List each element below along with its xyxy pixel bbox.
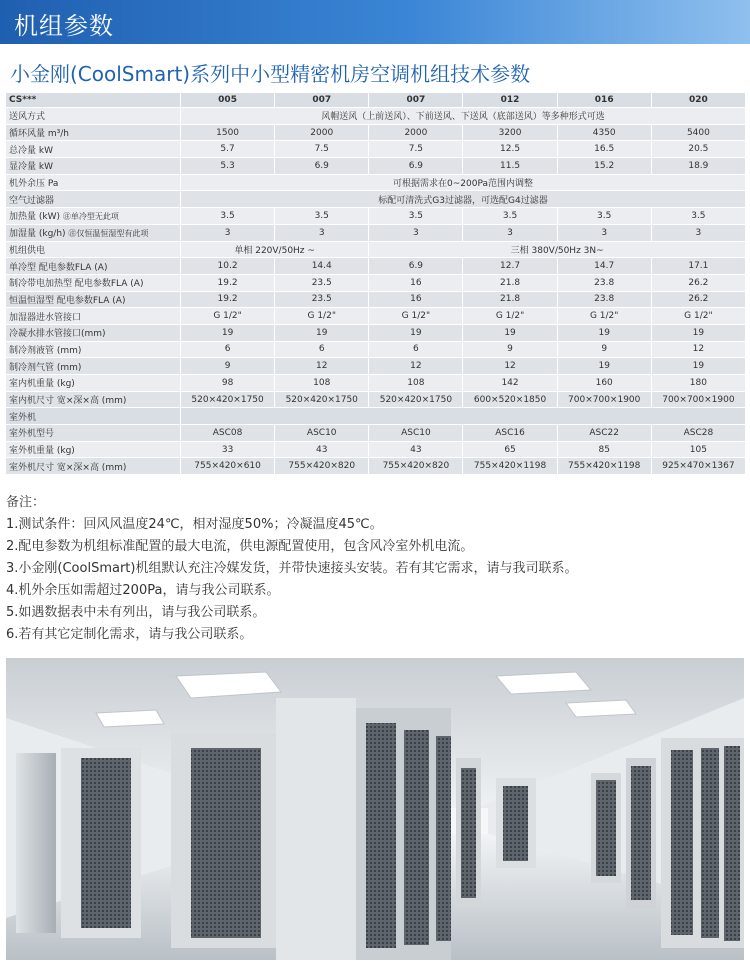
split-value-cell: 单相 220V/50Hz ~ <box>181 241 369 258</box>
value-cell: 3 <box>557 224 651 241</box>
value-cell: 2000 <box>369 124 463 141</box>
table-row <box>6 158 746 175</box>
value-cell: 14.7 <box>557 258 651 275</box>
value-cell: 23.5 <box>275 291 369 308</box>
value-cell: 9 <box>181 358 275 375</box>
value-cell: 23.8 <box>557 274 651 291</box>
value-cell: 3.5 <box>275 208 369 225</box>
value-cell: 105 <box>651 441 745 458</box>
value-cell: 520×420×1750 <box>181 391 275 408</box>
model-label-cell: CS*** <box>6 93 181 108</box>
table-row <box>6 124 746 141</box>
span-value-cell: 标配可清洗式G3过滤器，可选配G4过滤器 <box>181 191 746 208</box>
value-cell: 85 <box>557 441 651 458</box>
row-label: 送风方式 <box>9 112 46 123</box>
header-banner <box>0 0 750 44</box>
row-label: 机组供电 <box>9 245 46 256</box>
note-item: 1.测试条件：回风风温度24℃，相对湿度50%；冷凝温度45℃。 <box>6 517 383 532</box>
table-row <box>6 224 746 241</box>
value-cell: 6.9 <box>369 158 463 175</box>
page-title: 机组参数 <box>14 12 114 40</box>
value-cell: ASC08 <box>181 425 275 442</box>
value-cell: 23.5 <box>275 274 369 291</box>
table-row <box>6 375 746 392</box>
value-cell: 16 <box>369 274 463 291</box>
note-item: 5.如遇数据表中未有列出，请与我公司联系。 <box>6 605 266 620</box>
value-cell: 755×420×1198 <box>557 458 651 475</box>
document-subtitle: 小金刚(CoolSmart)系列中小型精密机房空调机组技术参数 <box>10 62 531 86</box>
value-cell: 65 <box>463 441 557 458</box>
table-row <box>6 458 746 475</box>
value-cell: 12 <box>651 341 745 358</box>
split-value-cell: 三相 380V/50Hz 3N~ <box>369 241 746 258</box>
value-cell: ASC16 <box>463 425 557 442</box>
table-section-row <box>6 408 746 425</box>
row-label-cell <box>6 258 181 275</box>
value-cell: 21.8 <box>463 291 557 308</box>
value-cell: 33 <box>181 441 275 458</box>
row-label-cell <box>6 208 181 225</box>
row-label-cell <box>6 458 181 475</box>
row-label-cell <box>6 191 181 208</box>
value-cell: 3 <box>651 224 745 241</box>
note-item: 6.若有其它定制化需求，请与我公司联系。 <box>6 627 253 642</box>
row-label: 加热量 (kW) <box>9 212 60 223</box>
table-row <box>6 274 746 291</box>
value-cell: 3.5 <box>651 208 745 225</box>
row-label-cell <box>6 358 181 375</box>
value-cell: 108 <box>369 375 463 392</box>
table-row <box>6 358 746 375</box>
row-note: ㊟仅恒温恒湿型有此项 <box>68 229 149 239</box>
value-cell: 925×470×1367 <box>651 458 745 475</box>
note-item: 3.小金刚(CoolSmart)机组默认充注冷媒发货，并带快速接头安装。若有其它需求，请与我司联系。 <box>6 561 578 576</box>
value-cell: 520×420×1750 <box>369 391 463 408</box>
model-header-cell: 012 <box>463 93 557 108</box>
value-cell: 3.5 <box>369 208 463 225</box>
row-label-cell <box>6 174 181 191</box>
value-cell: 16.5 <box>557 141 651 158</box>
server-room-photo <box>6 658 744 960</box>
value-cell: 19 <box>463 324 557 341</box>
value-cell: 20.5 <box>651 141 745 158</box>
row-label-cell <box>6 158 181 175</box>
row-label: 总冷量 kW <box>9 145 53 156</box>
row-label: 加湿器进水管接口 <box>9 312 82 323</box>
row-label-cell <box>6 124 181 141</box>
value-cell: G 1/2" <box>275 308 369 325</box>
row-label: 室内机尺寸 宽×深×高 (mm) <box>9 396 127 407</box>
row-label-cell <box>6 441 181 458</box>
value-cell: 14.4 <box>275 258 369 275</box>
model-header-cell: 005 <box>181 93 275 108</box>
value-cell: 3.5 <box>557 208 651 225</box>
value-cell: 10.2 <box>181 258 275 275</box>
value-cell: 9 <box>463 341 557 358</box>
value-cell: 11.5 <box>463 158 557 175</box>
model-header-cell: 020 <box>651 93 745 108</box>
value-cell: 15.2 <box>557 158 651 175</box>
table-row <box>6 341 746 358</box>
value-cell: 755×420×610 <box>181 458 275 475</box>
row-label: 单冷型 配电参数FLA (A) <box>9 262 108 273</box>
value-cell: G 1/2" <box>651 308 745 325</box>
row-note: ㊟单冷型无此项 <box>62 212 119 222</box>
value-cell: 5.3 <box>181 158 275 175</box>
row-label: 恒温恒湿型 配电参数FLA (A) <box>9 295 126 306</box>
table-row <box>6 241 746 258</box>
value-cell: 3 <box>275 224 369 241</box>
value-cell: 19 <box>181 324 275 341</box>
value-cell: 700×700×1900 <box>651 391 745 408</box>
value-cell: 6 <box>181 341 275 358</box>
value-cell: 43 <box>369 441 463 458</box>
value-cell: ASC10 <box>275 425 369 442</box>
value-cell: 3 <box>181 224 275 241</box>
row-label: 循环风量 m³/h <box>9 129 69 140</box>
row-label: 显冷量 kW <box>9 162 53 173</box>
section-fill-cell <box>181 408 746 425</box>
row-label: 室外机 <box>9 412 37 423</box>
value-cell: 7.5 <box>369 141 463 158</box>
value-cell: 180 <box>651 375 745 392</box>
note-item: 4.机外余压如需超过200Pa，请与我公司联系。 <box>6 583 280 598</box>
table-row <box>6 208 746 225</box>
value-cell: 18.9 <box>651 158 745 175</box>
value-cell: 5.7 <box>181 141 275 158</box>
value-cell: 700×700×1900 <box>557 391 651 408</box>
table-row <box>6 191 746 208</box>
note-item: 2.配电参数为机组标准配置的最大电流，供电源配置使用，包含风冷室外机电流。 <box>6 539 474 554</box>
table-row <box>6 441 746 458</box>
value-cell: 12.5 <box>463 141 557 158</box>
model-header-cell: 016 <box>557 93 651 108</box>
value-cell: G 1/2" <box>369 308 463 325</box>
notes-block <box>6 492 577 646</box>
value-cell: 19 <box>557 324 651 341</box>
value-cell: 12 <box>463 358 557 375</box>
value-cell: 3.5 <box>463 208 557 225</box>
row-label: 制冷剂气管 (mm) <box>9 362 82 373</box>
row-label: 室外机型号 <box>9 429 55 440</box>
value-cell: 19 <box>369 324 463 341</box>
value-cell: 23.8 <box>557 291 651 308</box>
table-row <box>6 425 746 442</box>
value-cell: 4350 <box>557 124 651 141</box>
row-label-cell <box>6 224 181 241</box>
table-row <box>6 391 746 408</box>
value-cell: 3200 <box>463 124 557 141</box>
value-cell: 17.1 <box>651 258 745 275</box>
row-label-cell <box>6 425 181 442</box>
value-cell: 19 <box>557 358 651 375</box>
row-label: 机外余压 Pa <box>9 179 59 190</box>
value-cell: 12 <box>369 358 463 375</box>
value-cell: 6.9 <box>275 158 369 175</box>
value-cell: 755×420×1198 <box>463 458 557 475</box>
value-cell: 19 <box>651 358 745 375</box>
row-label-cell <box>6 274 181 291</box>
table-row <box>6 174 746 191</box>
table-row <box>6 324 746 341</box>
value-cell: 21.8 <box>463 274 557 291</box>
value-cell: 19 <box>275 324 369 341</box>
value-cell: G 1/2" <box>463 308 557 325</box>
row-label: 制冷剂液管 (mm) <box>9 345 82 356</box>
span-value-cell: 可根据需求在0~200Pa范围内调整 <box>181 174 746 191</box>
table-row <box>6 291 746 308</box>
table-row <box>6 108 746 125</box>
value-cell: 108 <box>275 375 369 392</box>
notes-heading: 备注： <box>6 495 46 510</box>
value-cell: 7.5 <box>275 141 369 158</box>
value-cell: 2000 <box>275 124 369 141</box>
row-label: 室外机尺寸 宽×深×高 (mm) <box>9 462 127 473</box>
row-label: 冷凝水排水管接口(mm) <box>9 329 106 340</box>
value-cell: 9 <box>557 341 651 358</box>
value-cell: 755×420×820 <box>369 458 463 475</box>
value-cell: ASC10 <box>369 425 463 442</box>
value-cell: 142 <box>463 375 557 392</box>
row-label: 加湿量 (kg/h) <box>9 229 66 240</box>
value-cell: 160 <box>557 375 651 392</box>
row-label: 室内机重量 (kg) <box>9 379 75 390</box>
row-label-cell <box>6 141 181 158</box>
value-cell: 3 <box>369 224 463 241</box>
row-label-cell <box>6 241 181 258</box>
row-label: 空气过滤器 <box>9 195 55 206</box>
row-label-cell <box>6 341 181 358</box>
row-label-cell <box>6 391 181 408</box>
row-label-cell <box>6 108 181 125</box>
value-cell: 19.2 <box>181 291 275 308</box>
model-header-cell: 007 <box>275 93 369 108</box>
value-cell: 12.7 <box>463 258 557 275</box>
row-label: 室外机重量 (kg) <box>9 446 75 457</box>
table-header-row <box>6 93 746 108</box>
value-cell: 16 <box>369 291 463 308</box>
row-label-cell <box>6 408 181 425</box>
row-label-cell <box>6 308 181 325</box>
model-header-cell: 007 <box>369 93 463 108</box>
value-cell: 6.9 <box>369 258 463 275</box>
value-cell: G 1/2" <box>557 308 651 325</box>
value-cell: 520×420×1750 <box>275 391 369 408</box>
row-label-cell <box>6 324 181 341</box>
value-cell: 3.5 <box>181 208 275 225</box>
value-cell: 1500 <box>181 124 275 141</box>
value-cell: ASC28 <box>651 425 745 442</box>
value-cell: 43 <box>275 441 369 458</box>
value-cell: 26.2 <box>651 274 745 291</box>
value-cell: 600×520×1850 <box>463 391 557 408</box>
value-cell: 19.2 <box>181 274 275 291</box>
table-row <box>6 258 746 275</box>
value-cell: 26.2 <box>651 291 745 308</box>
table-row <box>6 141 746 158</box>
row-label-cell <box>6 375 181 392</box>
value-cell: 5400 <box>651 124 745 141</box>
row-label-cell <box>6 291 181 308</box>
table-row <box>6 308 746 325</box>
row-label: 制冷带电加热型 配电参数FLA (A) <box>9 279 144 290</box>
value-cell: 3 <box>463 224 557 241</box>
value-cell: 6 <box>369 341 463 358</box>
value-cell: 19 <box>651 324 745 341</box>
value-cell: ASC22 <box>557 425 651 442</box>
value-cell: 12 <box>275 358 369 375</box>
span-value-cell: 风帽送风（上前送风）、下前送风、下送风（底部送风）等多种形式可选 <box>181 108 746 125</box>
value-cell: G 1/2" <box>181 308 275 325</box>
value-cell: 755×420×820 <box>275 458 369 475</box>
value-cell: 6 <box>275 341 369 358</box>
value-cell: 98 <box>181 375 275 392</box>
spec-table <box>5 92 746 475</box>
